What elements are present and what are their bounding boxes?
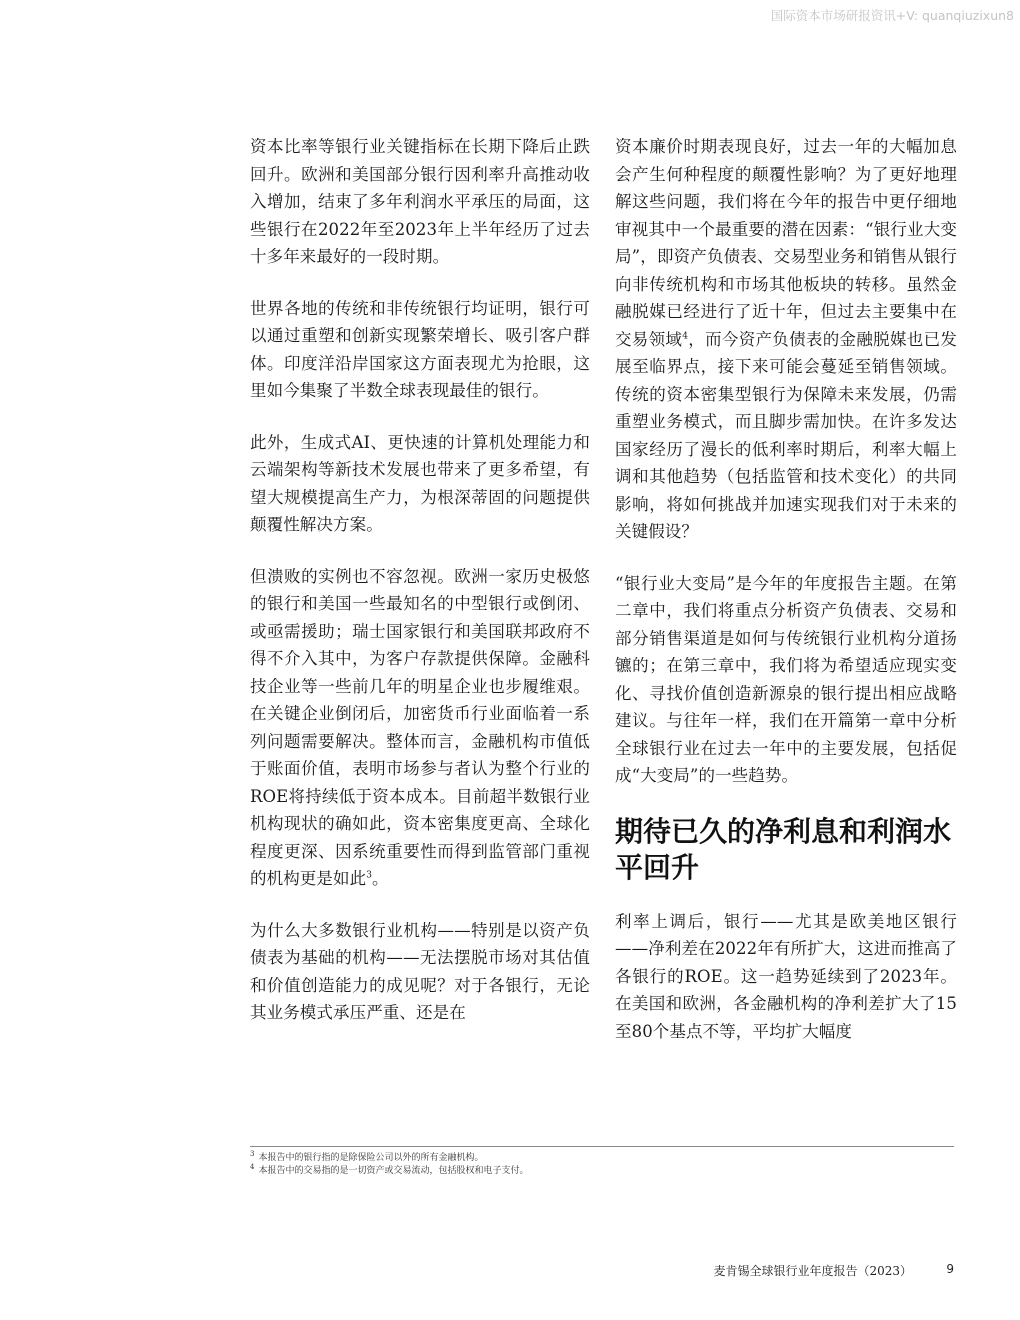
footnote-divider	[250, 1146, 954, 1147]
footer-report-title: 麦肯锡全球银行业年度报告（2023）	[713, 1264, 912, 1278]
left-column	[250, 133, 590, 1051]
paragraph: 为什么大多数银行业机构——特别是以资产负债表为基础的机构——无法摆脱市场对其估值和价值创造能力的成见呢？对于各银行，无论其业务模式承压严重、还是在	[250, 920, 590, 1022]
footnote-number: 3	[250, 1150, 255, 1158]
footnote-text: 本报告中的交易指的是一切资产或交易流动，包括股权和电子支付。	[258, 1166, 529, 1176]
footnote-number: 4	[250, 1163, 255, 1171]
paragraph: 资本比率等银行业关键指标在长期下降后止跌回升。欧洲和美国部分银行因利率升高推动收入增加，结束了多年利润水平承压的局面，这些银行在2022年至2023年上半年经历了过去十多年来最好的一段时期。	[250, 137, 590, 266]
footnote	[250, 1165, 954, 1178]
section-heading: 期待已久的净利息和利润水平回升	[615, 814, 952, 884]
watermark-text: 国际资本市场研报资讯+V: quanqiuzixun8	[770, 8, 1014, 23]
paragraph	[250, 563, 590, 893]
paragraph	[615, 133, 957, 546]
footnote-ref[interactable]: 3	[366, 870, 373, 881]
footnote	[250, 1152, 954, 1165]
paragraph-end: 。	[372, 869, 389, 888]
right-column	[615, 133, 957, 1069]
paragraph-text: ，而今资产负债表的金融脱媒也已发展至临界点，接下来可能会蔓延至销售领域。传统的资本密集型银行为保障未来发展，仍需重塑业务模式，而且脚步需加快。在许多发达国家经历了漫长的低利率时期后，利率大幅上调和其他趋势（包括监管和技术变化）的共同影响，将如何挑战并加速实现我们对于未来的关键假设？	[615, 329, 957, 541]
page-number: 9	[946, 1262, 954, 1276]
footnote-text: 本报告中的银行指的是除保险公司以外的所有金融机构。	[258, 1153, 484, 1163]
footnotes	[250, 1152, 954, 1178]
paragraph: 世界各地的传统和非传统银行均证明，银行可以通过重塑和创新实现繁荣增长、吸引客户群体。印度洋沿岸国家这方面表现尤为抢眼，这里如今集聚了半数全球表现最佳的银行。	[250, 298, 590, 400]
paragraph: 利率上调后，银行——尤其是欧美地区银行——净利差在2022年有所扩大，这进而推高了各银行的ROE。这一趋势延续到了2023年。在美国和欧洲，各金融机构的净利差扩大了15至80个基点不等，平均扩大幅度	[615, 911, 957, 1041]
paragraph: “银行业大变局”是今年的年度报告主题。在第二章中，我们将重点分析资产负债表、交易和部分销售渠道是如何与传统银行业机构分道扬镳的；在第三章中，我们将为希望适应现实变化、寻找价值创造新源泉的银行提出相应战略建议。与往年一样，我们在开篇第一章中分析全球银行业在过去一年中的主要发展，包括促成“大变局”的一些趋势。	[615, 573, 957, 785]
paragraph: 此外，生成式AI、更快速的计算机处理能力和云端架构等新技术发展也带来了更多希望，有望大规模提高生产力，为根深蒂固的问题提供颠覆性解决方案。	[250, 432, 590, 534]
paragraph-text: 资本廉价时期表现良好，过去一年的大幅加息会产生何种程度的颠覆性影响？为了更好地理解这些问题，我们将在今年的报告中更仔细地审视其中一个最重要的潜在因素：“银行业大变局”，即资产负债表、交易型业务和销售从银行向非传统机构和市场其他板块的转移。虽然金融脱媒已经进行了近十年，但过去主要集中在交易领域	[615, 137, 957, 349]
footnote-ref[interactable]: 4	[682, 331, 689, 341]
paragraph-text: 但溃败的实例也不容忽视。欧洲一家历史极悠的银行和美国一些最知名的中型银行或倒闭、或亟需援助；瑞士国家银行和美国联邦政府不得不介入其中，为客户存款提供保障。金融科技企业等一些前几年的明星企业也步履维艰。在关键企业倒闭后，加密货币行业面临着一系列问题需要解决。整体而言，金融机构市值低于账面价值，表明市场参与者认为整个行业的ROE将持续低于资本成本。目前超半数银行业机构现状的确如此，资本密集度更高、全球化程度更深、因系统重要性而得到监管部门重视的机构更是如此	[250, 566, 590, 888]
